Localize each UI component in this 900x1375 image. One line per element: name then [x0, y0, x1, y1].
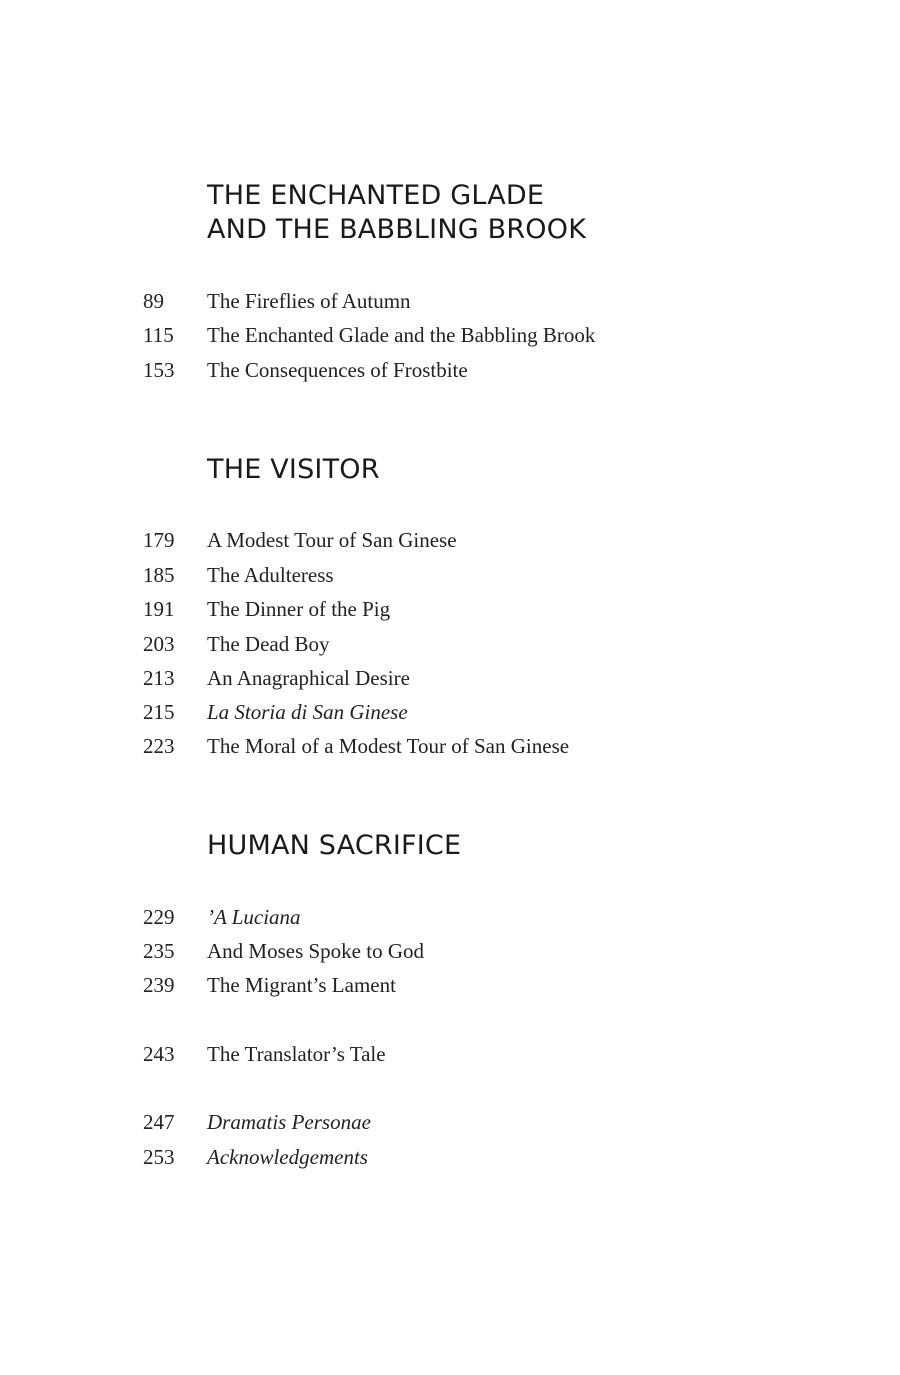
- toc-entry[interactable]: [0, 355, 900, 385]
- toc-entry[interactable]: [0, 663, 900, 693]
- toc-page-number: 153: [143, 358, 175, 382]
- toc-page-number: 229: [143, 905, 175, 929]
- toc-entry-title: The Dinner of the Pig: [207, 597, 391, 621]
- toc-entry-title: A Modest Tour of San Ginese: [207, 528, 457, 552]
- section-title-line: HUMAN SACRIFICE: [207, 830, 462, 861]
- toc-page-number: 179: [143, 528, 175, 552]
- toc-entry-title: An Anagraphical Desire: [207, 666, 410, 690]
- toc-entry-title: The Enchanted Glade and the Babbling Brook: [207, 323, 596, 347]
- section-title-line: THE ENCHANTED GLADE: [207, 180, 545, 211]
- toc-entry[interactable]: [0, 731, 900, 761]
- toc-page-number: 239: [143, 973, 175, 997]
- toc-entry-title: The Translator’s Tale: [207, 1042, 386, 1066]
- toc-page-number: 203: [143, 632, 175, 656]
- toc-entry-title: The Dead Boy: [207, 632, 330, 656]
- toc-page-number: 223: [143, 734, 175, 758]
- toc-entry[interactable]: [0, 594, 900, 624]
- toc-entry[interactable]: [0, 936, 900, 966]
- toc-entry[interactable]: [0, 560, 900, 590]
- toc-entry[interactable]: [0, 1039, 900, 1069]
- toc-page-number: 235: [143, 939, 175, 963]
- section-title: [207, 179, 586, 247]
- toc-entry-title: The Moral of a Modest Tour of San Ginese: [207, 734, 570, 758]
- toc-page-number: 185: [143, 563, 175, 587]
- toc-page-number: 213: [143, 666, 175, 690]
- toc-entry-title: The Fireflies of Autumn: [207, 289, 411, 313]
- toc-entry[interactable]: [0, 697, 900, 727]
- toc-page-number: 115: [143, 323, 174, 347]
- toc-entry-title: Acknowledgements: [207, 1145, 368, 1169]
- toc-page-number: 89: [143, 289, 164, 313]
- section-title-line: AND THE BABBLING BROOK: [207, 214, 587, 245]
- toc-page-number: 243: [143, 1042, 175, 1066]
- toc-page-number: 253: [143, 1145, 175, 1169]
- section-title-line: THE VISITOR: [207, 454, 380, 485]
- section-title: [207, 453, 380, 487]
- toc-entry-title: La Storia di San Ginese: [207, 700, 408, 724]
- toc-entry-title: And Moses Spoke to God: [207, 939, 425, 963]
- toc-entry[interactable]: [0, 525, 900, 555]
- toc-page-number: 215: [143, 700, 175, 724]
- section-title: [207, 829, 461, 863]
- toc-entry-title: ’A Luciana: [207, 905, 301, 929]
- toc-entry-title: The Adulteress: [207, 563, 334, 587]
- toc-entry-title: The Migrant’s Lament: [207, 973, 396, 997]
- toc-entry-title: Dramatis Personae: [207, 1110, 371, 1134]
- toc-entry[interactable]: [0, 629, 900, 659]
- toc-entry[interactable]: [0, 1107, 900, 1137]
- toc-entry[interactable]: [0, 970, 900, 1000]
- toc-entry[interactable]: [0, 320, 900, 350]
- toc-entry[interactable]: [0, 286, 900, 316]
- toc-entry-title: The Consequences of Frostbite: [207, 358, 468, 382]
- toc-page-number: 191: [143, 597, 175, 621]
- toc-entry[interactable]: [0, 1142, 900, 1172]
- toc-entry[interactable]: [0, 902, 900, 932]
- toc-page-number: 247: [143, 1110, 175, 1134]
